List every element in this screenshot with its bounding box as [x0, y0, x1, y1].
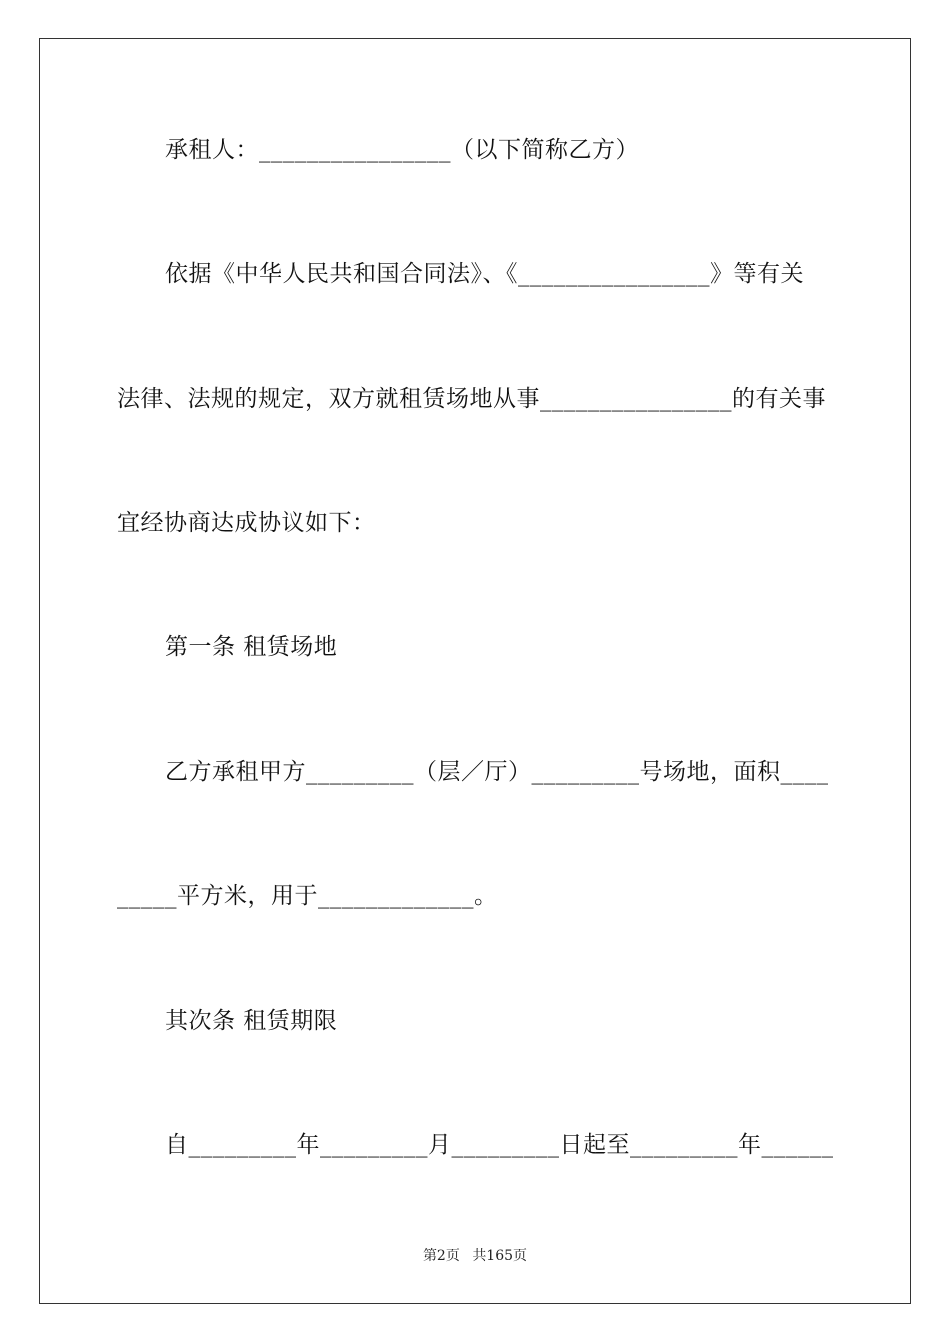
article-1-body-1: 乙方承租甲方_________（层／厅）_________号场地，面积____ [165, 759, 829, 785]
page-number: 第2页 [422, 1248, 460, 1264]
article-2-body-1: 自_________年_________月_________日起至_________年______ [165, 1132, 834, 1158]
basis-line-3: 宜经协商达成协议如下： [117, 510, 376, 536]
article-2-heading: 其次条 租赁期限 [165, 1008, 338, 1034]
article-1-heading: 第一条 租赁场地 [165, 634, 338, 660]
page-border [39, 38, 911, 1304]
article-1-body-2: _____平方米，用于_____________。 [117, 883, 498, 909]
page-footer [0, 1247, 950, 1265]
total-pages: 共165页 [472, 1248, 528, 1264]
basis-line-1: 依据《中华人民共和国合同法》、《________________》等有关 [165, 261, 804, 287]
basis-line-2: 法律、法规的规定，双方就租赁场地从事________________的有关事 [117, 386, 826, 412]
lessee-line: 承租人：________________（以下简称乙方） [165, 137, 639, 163]
